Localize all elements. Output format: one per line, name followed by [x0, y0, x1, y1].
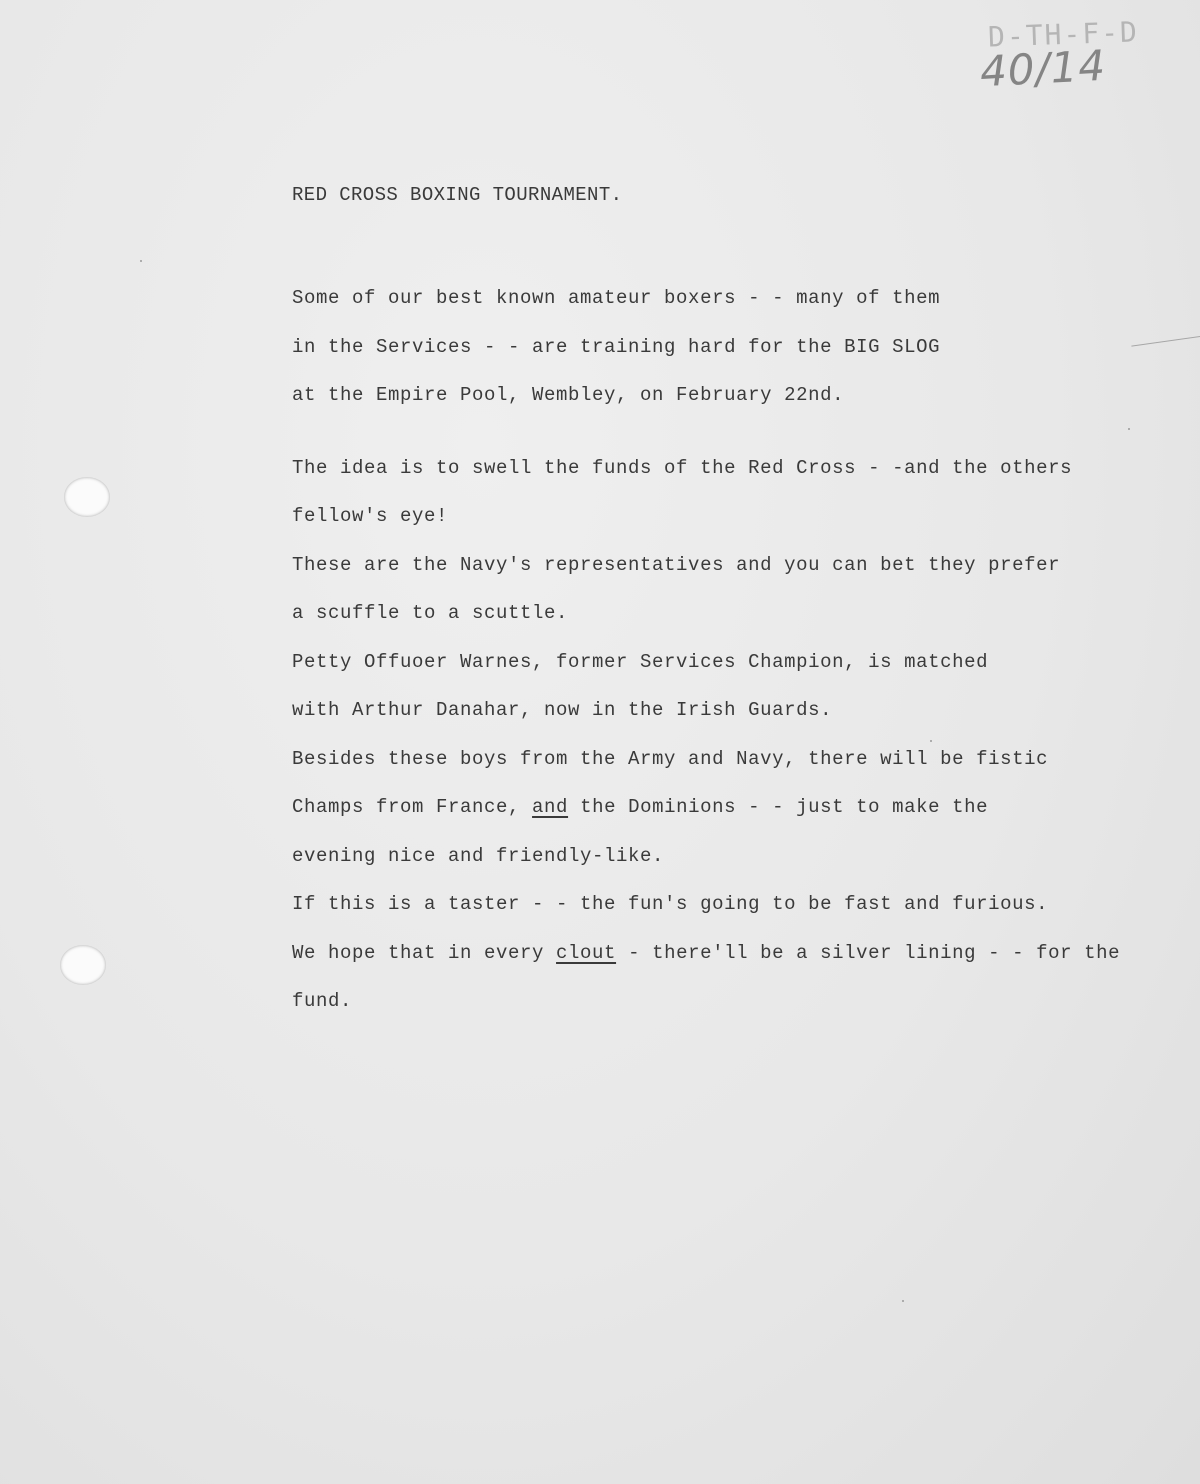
- punch-hole: [60, 945, 106, 985]
- underlined-word: and: [532, 796, 569, 818]
- typed-text: [292, 184, 1172, 1034]
- text-segment: Champs from France,: [292, 796, 533, 818]
- text-line: Some of our best known amateur boxers - - many of them: [292, 287, 941, 309]
- paragraph-gap: [292, 428, 1172, 452]
- text-line: in the Services - - are training hard for the BIG SLOG: [292, 335, 941, 358]
- underlined-word: clout: [556, 941, 617, 964]
- text-segment: We hope that in every: [292, 941, 557, 964]
- paper-speck: [902, 1300, 904, 1302]
- text-line: If this is a taster - - the fun's going to be fast and furious.: [292, 893, 1049, 915]
- text-line: [292, 791, 1172, 840]
- reference-main: 40/14: [978, 40, 1108, 97]
- text-line: These are the Navy's representatives and you can bet they prefer: [292, 553, 1061, 576]
- text-line: with Arthur Danahar, now in the Irish Guards.: [292, 699, 833, 721]
- text-segment: - there'll be a silver lining - - for the: [616, 941, 1121, 964]
- text-line: [292, 937, 1172, 986]
- punch-hole: [64, 477, 110, 517]
- text-line: Besides these boys from the Army and Navy, there will be fistic: [292, 747, 1049, 770]
- text-line: a scuffle to a scuttle.: [292, 602, 569, 624]
- text-line: at the Empire Pool, Wembley, on February 22nd.: [292, 384, 845, 406]
- text-line: fellow's eye!: [292, 505, 449, 527]
- reference-top: D-TH-F-D: [987, 15, 1140, 54]
- reference-number: [970, 15, 1160, 108]
- text-line: The idea is to swell the funds of the Red Cross - -and the others: [292, 456, 1073, 479]
- text-segment: the Dominions - - just to make the: [568, 796, 989, 818]
- paper-speck: [140, 260, 142, 262]
- text-line: fund.: [292, 990, 353, 1012]
- text-line: Petty Offuoer Warnes, former Services Champion, is matched: [292, 650, 989, 673]
- text-line: evening nice and friendly-like.: [292, 844, 665, 867]
- paragraph: [292, 452, 1172, 1034]
- paragraph: [292, 282, 1172, 428]
- document-title: RED CROSS BOXING TOURNAMENT.: [292, 184, 623, 206]
